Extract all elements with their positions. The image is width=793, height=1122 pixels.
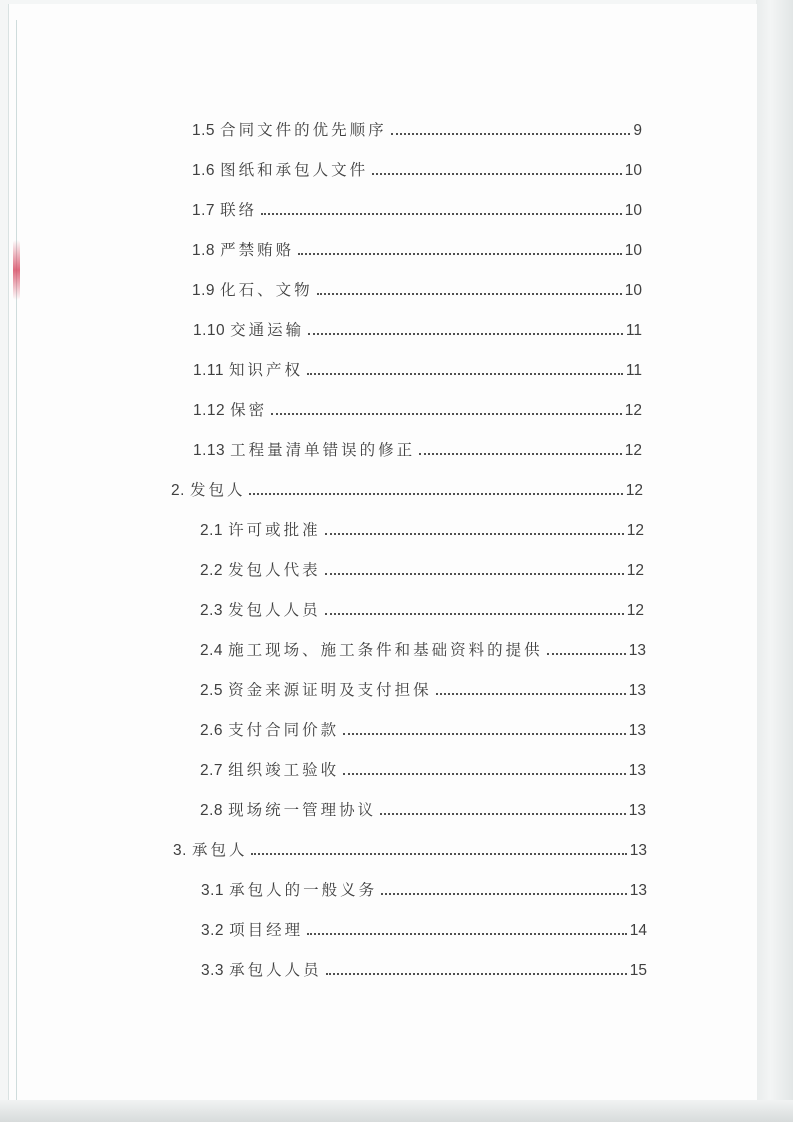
toc-entry-page: 11 [625, 362, 642, 379]
toc-entry-number: 1.8 [192, 242, 216, 259]
toc-leader-dots [436, 692, 626, 695]
toc-leader-dots [343, 772, 626, 775]
toc-entry-number: 2.6 [200, 722, 224, 739]
toc-entry-title: 保密 [230, 401, 268, 419]
toc-entry-number: 2. [171, 482, 185, 499]
toc-entry-number: 2.5 [200, 682, 224, 699]
toc-entry-number: 1.9 [192, 282, 216, 299]
toc-entry-title: 合同文件的优先顺序 [220, 121, 387, 139]
toc-entry-page: 13 [628, 682, 646, 699]
toc-leader-dots [547, 652, 626, 655]
toc-leader-dots [391, 132, 631, 135]
toc-entry-page: 13 [628, 762, 646, 779]
toc-entry-page: 13 [629, 882, 647, 899]
toc-entry-page: 10 [624, 242, 642, 259]
toc-entry-1-5[interactable] [192, 118, 642, 140]
toc-entry-3-3[interactable] [201, 958, 647, 980]
toc-entry-page: 12 [624, 402, 642, 419]
toc-entry-page: 12 [624, 442, 642, 459]
toc-leader-dots [380, 812, 626, 815]
toc-entry-2-7[interactable] [200, 758, 646, 780]
toc-entry-page: 14 [629, 922, 647, 939]
toc-leader-dots [251, 852, 626, 855]
toc-entry-title: 化石、文物 [220, 281, 313, 299]
toc-entry-number: 1.11 [193, 362, 225, 379]
toc-entry-title: 施工现场、施工条件和基础资料的提供 [228, 641, 543, 659]
toc-entry-number: 1.10 [193, 322, 226, 339]
toc-entry-title: 交通运输 [230, 321, 305, 339]
toc-leader-dots [419, 452, 622, 455]
toc-entry-2-1[interactable] [200, 518, 644, 540]
toc-entry-number: 3.1 [201, 882, 225, 899]
toc-entry-title: 严禁贿赂 [220, 241, 295, 259]
toc-entry-3-2[interactable] [201, 918, 647, 940]
toc-entry-2[interactable] [171, 478, 643, 500]
toc-entry-2-6[interactable] [200, 718, 646, 740]
toc-entry-1-13[interactable] [193, 438, 642, 460]
toc-entry-title: 项目经理 [229, 921, 304, 939]
toc-entry-number: 3.2 [201, 922, 225, 939]
toc-entry-number: 1.12 [193, 402, 226, 419]
toc-entry-page: 15 [629, 962, 647, 979]
toc-entry-title: 资金来源证明及支付担保 [228, 681, 432, 699]
toc-leader-dots [325, 572, 624, 575]
toc-entry-3[interactable] [173, 838, 647, 860]
toc-leader-dots [325, 612, 624, 615]
toc-entry-1-7[interactable] [192, 198, 642, 220]
toc-entry-1-6[interactable] [192, 158, 642, 180]
toc-entry-title: 发包人代表 [228, 561, 321, 579]
toc-entry-number: 2.7 [200, 762, 224, 779]
toc-entry-title: 发包人人员 [228, 601, 321, 619]
toc-entry-number: 3.3 [201, 962, 225, 979]
toc-entry-page: 13 [628, 642, 646, 659]
toc-entry-title: 联络 [220, 201, 258, 219]
toc-entry-number: 2.4 [200, 642, 224, 659]
toc-entry-title: 图纸和承包人文件 [220, 161, 369, 179]
toc-leader-dots [343, 732, 626, 735]
toc-entry-2-2[interactable] [200, 558, 644, 580]
toc-leader-dots [325, 532, 624, 535]
toc-entry-number: 2.3 [200, 602, 224, 619]
toc-entry-1-11[interactable] [193, 358, 642, 380]
toc-entry-title: 工程量清单错误的修正 [230, 441, 416, 459]
toc-entry-title: 许可或批准 [228, 521, 321, 539]
toc-leader-dots [249, 492, 622, 495]
toc-entry-title: 组织竣工验收 [228, 761, 340, 779]
toc-entry-page: 12 [626, 522, 644, 539]
toc-entry-page: 12 [626, 602, 644, 619]
toc-entry-title: 承包人人员 [229, 961, 322, 979]
toc-entry-title: 发包人 [189, 481, 246, 499]
toc-entry-2-8[interactable] [200, 798, 646, 820]
toc-entry-page: 13 [628, 802, 646, 819]
toc-entry-page: 10 [624, 202, 642, 219]
toc-entry-page: 13 [628, 722, 646, 739]
toc-leader-dots [298, 252, 622, 255]
toc-entry-number: 2.8 [200, 802, 224, 819]
toc-entry-number: 2.2 [200, 562, 224, 579]
toc-entry-1-10[interactable] [193, 318, 642, 340]
toc-entry-title: 支付合同价款 [228, 721, 340, 739]
toc-entry-page: 12 [626, 562, 644, 579]
toc-leader-dots [317, 292, 622, 295]
toc-entry-2-5[interactable] [200, 678, 646, 700]
toc-leader-dots [307, 932, 627, 935]
toc-entry-page: 10 [624, 282, 642, 299]
toc-leader-dots [381, 892, 627, 895]
toc-entry-page: 9 [633, 122, 642, 139]
toc-entry-2-3[interactable] [200, 598, 644, 620]
toc-entry-number: 1.13 [193, 442, 226, 459]
toc-leader-dots [261, 212, 622, 215]
toc-entry-page: 13 [629, 842, 647, 859]
toc-leader-dots [271, 412, 622, 415]
toc-leader-dots [372, 172, 622, 175]
toc-entry-number: 1.6 [192, 162, 216, 179]
toc-entry-1-9[interactable] [192, 278, 642, 300]
toc-entry-page: 12 [625, 482, 643, 499]
toc-entry-title: 现场统一管理协议 [228, 801, 377, 819]
toc-entry-title: 知识产权 [229, 361, 304, 379]
toc-entry-3-1[interactable] [201, 878, 647, 900]
toc-entry-2-4[interactable] [200, 638, 646, 660]
toc-entry-1-12[interactable] [193, 398, 642, 420]
toc-entry-page: 10 [624, 162, 642, 179]
toc-entry-page: 11 [625, 322, 642, 339]
toc-entry-1-8[interactable] [192, 238, 642, 260]
toc-leader-dots [326, 972, 627, 975]
toc-entry-number: 1.5 [192, 122, 216, 139]
toc-entry-number: 2.1 [200, 522, 224, 539]
toc-entry-number: 3. [173, 842, 187, 859]
toc-entry-title: 承包人的一般义务 [229, 881, 378, 899]
toc-entry-number: 1.7 [192, 202, 216, 219]
toc-leader-dots [308, 332, 623, 335]
toc-leader-dots [307, 372, 623, 375]
toc-entry-title: 承包人 [191, 841, 248, 859]
